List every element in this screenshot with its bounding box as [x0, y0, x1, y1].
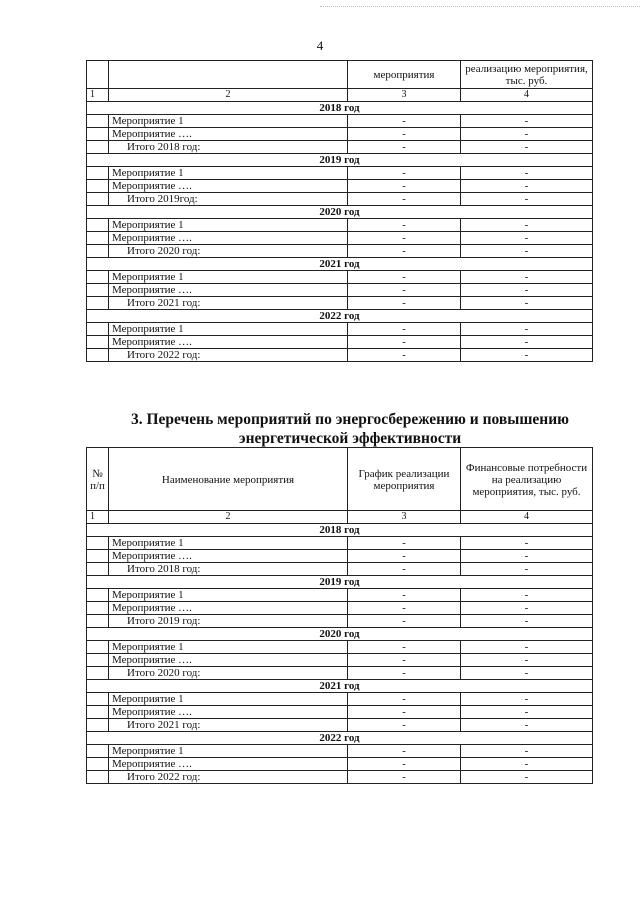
schedule-value: -	[348, 745, 461, 758]
table-row	[87, 654, 593, 667]
table-row	[87, 563, 593, 576]
row-number-cell	[87, 758, 109, 771]
measure-name: Мероприятие ….	[109, 284, 348, 297]
header-cell-finance: Финансовые потребности на реализацию мероприятия, тыс. руб.	[461, 448, 593, 511]
finance-value: -	[461, 232, 593, 245]
row-number-cell	[87, 180, 109, 193]
year-row	[87, 576, 593, 589]
finance-value: -	[461, 336, 593, 349]
row-number-cell	[87, 706, 109, 719]
schedule-value: -	[348, 667, 461, 680]
row-number-cell	[87, 232, 109, 245]
measure-name: Мероприятие ….	[109, 758, 348, 771]
row-number-cell	[87, 693, 109, 706]
schedule-value: -	[348, 245, 461, 258]
finance-value: -	[461, 284, 593, 297]
row-number-cell	[87, 219, 109, 232]
measure-name: Мероприятие 1	[109, 641, 348, 654]
row-number-cell	[87, 615, 109, 628]
row-number-cell	[87, 323, 109, 336]
header-cell-2	[109, 61, 348, 89]
measure-name: Мероприятие ….	[109, 180, 348, 193]
schedule-value: -	[348, 771, 461, 784]
schedule-value: -	[348, 128, 461, 141]
table-row	[87, 719, 593, 732]
year-label: 2022 год	[87, 732, 593, 745]
schedule-value: -	[348, 706, 461, 719]
section-3-title-line-2: энергетической эффективности	[238, 430, 462, 447]
row-number-cell	[87, 245, 109, 258]
table-row	[87, 667, 593, 680]
measure-name: Мероприятие ….	[109, 128, 348, 141]
schedule-value: -	[348, 336, 461, 349]
table-1-body	[87, 102, 593, 362]
total-label: Итого 2019год:	[109, 193, 348, 206]
finance-value: -	[461, 167, 593, 180]
row-number-cell	[87, 297, 109, 310]
schedule-value: -	[348, 758, 461, 771]
measure-name: Мероприятие ….	[109, 550, 348, 563]
page-number: 4	[316, 38, 324, 53]
schedule-value: -	[348, 563, 461, 576]
row-number-cell	[87, 641, 109, 654]
schedule-value: -	[348, 719, 461, 732]
row-number-cell	[87, 271, 109, 284]
finance-value: -	[461, 297, 593, 310]
row-number-cell	[87, 128, 109, 141]
row-number-cell	[87, 563, 109, 576]
table-2-body	[87, 524, 593, 784]
header-cell-schedule: График реализации мероприятия	[348, 448, 461, 511]
schedule-value: -	[348, 141, 461, 154]
table-row	[87, 706, 593, 719]
year-label: 2021 год	[87, 680, 593, 693]
finance-value: -	[461, 128, 593, 141]
year-row	[87, 206, 593, 219]
table-row	[87, 128, 593, 141]
finance-value: -	[461, 667, 593, 680]
total-label: Итого 2020 год:	[109, 667, 348, 680]
table-row	[87, 284, 593, 297]
total-label: Итого 2020 год:	[109, 245, 348, 258]
measure-name: Мероприятие ….	[109, 336, 348, 349]
finance-value: -	[461, 602, 593, 615]
finance-value: -	[461, 758, 593, 771]
table-row	[87, 219, 593, 232]
table-row	[87, 141, 593, 154]
measure-name: Мероприятие 1	[109, 745, 348, 758]
table-row	[87, 167, 593, 180]
col-number-4: 4	[461, 89, 593, 102]
row-number-cell	[87, 537, 109, 550]
total-label: Итого 2021 год:	[109, 297, 348, 310]
measure-name: Мероприятие 1	[109, 693, 348, 706]
total-label: Итого 2022 год:	[109, 771, 348, 784]
finance-value: -	[461, 115, 593, 128]
table-row	[87, 771, 593, 784]
table-2-header-row	[87, 448, 593, 511]
year-row	[87, 102, 593, 115]
measure-name: Мероприятие 1	[109, 219, 348, 232]
table-2	[86, 447, 593, 784]
measure-name: Мероприятие 1	[109, 537, 348, 550]
total-label: Итого 2018 год:	[109, 141, 348, 154]
finance-value: -	[461, 323, 593, 336]
table-row	[87, 232, 593, 245]
table-1	[86, 60, 593, 362]
year-row	[87, 310, 593, 323]
schedule-value: -	[348, 193, 461, 206]
measure-name: Мероприятие ….	[109, 654, 348, 667]
header-cell-3: мероприятия	[348, 61, 461, 89]
schedule-value: -	[348, 167, 461, 180]
measure-name: Мероприятие ….	[109, 706, 348, 719]
scan-edge-line	[320, 6, 640, 7]
finance-value: -	[461, 693, 593, 706]
col-number-1: 1	[87, 89, 109, 102]
finance-value: -	[461, 245, 593, 258]
total-label: Итого 2019 год:	[109, 615, 348, 628]
schedule-value: -	[348, 219, 461, 232]
table-row	[87, 336, 593, 349]
schedule-value: -	[348, 589, 461, 602]
row-number-cell	[87, 115, 109, 128]
measure-name: Мероприятие 1	[109, 271, 348, 284]
table-row	[87, 537, 593, 550]
table-row	[87, 193, 593, 206]
measure-name: Мероприятие 1	[109, 323, 348, 336]
row-number-cell	[87, 193, 109, 206]
table-row	[87, 271, 593, 284]
row-number-cell	[87, 719, 109, 732]
table-row	[87, 115, 593, 128]
schedule-value: -	[348, 349, 461, 362]
measure-name: Мероприятие 1	[109, 115, 348, 128]
column-numbers-row	[87, 89, 593, 102]
year-label: 2020 год	[87, 206, 593, 219]
row-number-cell	[87, 654, 109, 667]
schedule-value: -	[348, 271, 461, 284]
total-label: Итого 2021 год:	[109, 719, 348, 732]
finance-value: -	[461, 537, 593, 550]
year-label: 2018 год	[87, 524, 593, 537]
header-cell-num: № п/п	[87, 448, 109, 511]
row-number-cell	[87, 141, 109, 154]
schedule-value: -	[348, 615, 461, 628]
year-row	[87, 524, 593, 537]
column-numbers-row	[87, 511, 593, 524]
schedule-value: -	[348, 693, 461, 706]
year-row	[87, 628, 593, 641]
measure-name: Мероприятие ….	[109, 232, 348, 245]
measure-name: Мероприятие 1	[109, 589, 348, 602]
year-label: 2018 год	[87, 102, 593, 115]
finance-value: -	[461, 654, 593, 667]
row-number-cell	[87, 167, 109, 180]
row-number-cell	[87, 667, 109, 680]
finance-value: -	[461, 180, 593, 193]
table-row	[87, 615, 593, 628]
year-label: 2019 год	[87, 576, 593, 589]
finance-value: -	[461, 563, 593, 576]
row-number-cell	[87, 349, 109, 362]
col-number-3: 3	[348, 511, 461, 524]
year-label: 2019 год	[87, 154, 593, 167]
schedule-value: -	[348, 550, 461, 563]
finance-value: -	[461, 706, 593, 719]
table-row	[87, 323, 593, 336]
finance-value: -	[461, 641, 593, 654]
table-row	[87, 245, 593, 258]
table-row	[87, 297, 593, 310]
table-row	[87, 550, 593, 563]
row-number-cell	[87, 602, 109, 615]
finance-value: -	[461, 271, 593, 284]
row-number-cell	[87, 589, 109, 602]
col-number-2: 2	[109, 511, 348, 524]
finance-value: -	[461, 193, 593, 206]
finance-value: -	[461, 615, 593, 628]
measure-name: Мероприятие 1	[109, 167, 348, 180]
table-row	[87, 758, 593, 771]
year-row	[87, 154, 593, 167]
year-label: 2022 год	[87, 310, 593, 323]
row-number-cell	[87, 550, 109, 563]
year-row	[87, 258, 593, 271]
finance-value: -	[461, 349, 593, 362]
table-row	[87, 180, 593, 193]
section-3-title	[0, 410, 640, 448]
schedule-value: -	[348, 284, 461, 297]
finance-value: -	[461, 141, 593, 154]
col-number-1: 1	[87, 511, 109, 524]
section-3-title-line-1: 3. Перечень мероприятий по энергосбережению и повышению	[130, 411, 570, 428]
header-cell-4: реализацию мероприятия, тыс. руб.	[461, 61, 593, 89]
col-number-3: 3	[348, 89, 461, 102]
table-1-header-row	[87, 61, 593, 89]
year-row	[87, 680, 593, 693]
table-row	[87, 349, 593, 362]
row-number-cell	[87, 745, 109, 758]
schedule-value: -	[348, 323, 461, 336]
finance-value: -	[461, 219, 593, 232]
table-row	[87, 589, 593, 602]
row-number-cell	[87, 284, 109, 297]
schedule-value: -	[348, 537, 461, 550]
schedule-value: -	[348, 602, 461, 615]
year-label: 2020 год	[87, 628, 593, 641]
finance-value: -	[461, 771, 593, 784]
col-number-2: 2	[109, 89, 348, 102]
schedule-value: -	[348, 297, 461, 310]
table-row	[87, 693, 593, 706]
table-row	[87, 641, 593, 654]
finance-value: -	[461, 589, 593, 602]
schedule-value: -	[348, 180, 461, 193]
row-number-cell	[87, 771, 109, 784]
finance-value: -	[461, 550, 593, 563]
year-label: 2021 год	[87, 258, 593, 271]
schedule-value: -	[348, 232, 461, 245]
finance-value: -	[461, 745, 593, 758]
total-label: Итого 2022 год:	[109, 349, 348, 362]
header-cell-name: Наименование мероприятия	[109, 448, 348, 511]
header-cell-1	[87, 61, 109, 89]
row-number-cell	[87, 336, 109, 349]
measure-name: Мероприятие ….	[109, 602, 348, 615]
finance-value: -	[461, 719, 593, 732]
schedule-value: -	[348, 115, 461, 128]
year-row	[87, 732, 593, 745]
col-number-4: 4	[461, 511, 593, 524]
total-label: Итого 2018 год:	[109, 563, 348, 576]
schedule-value: -	[348, 641, 461, 654]
table-row	[87, 745, 593, 758]
schedule-value: -	[348, 654, 461, 667]
table-row	[87, 602, 593, 615]
